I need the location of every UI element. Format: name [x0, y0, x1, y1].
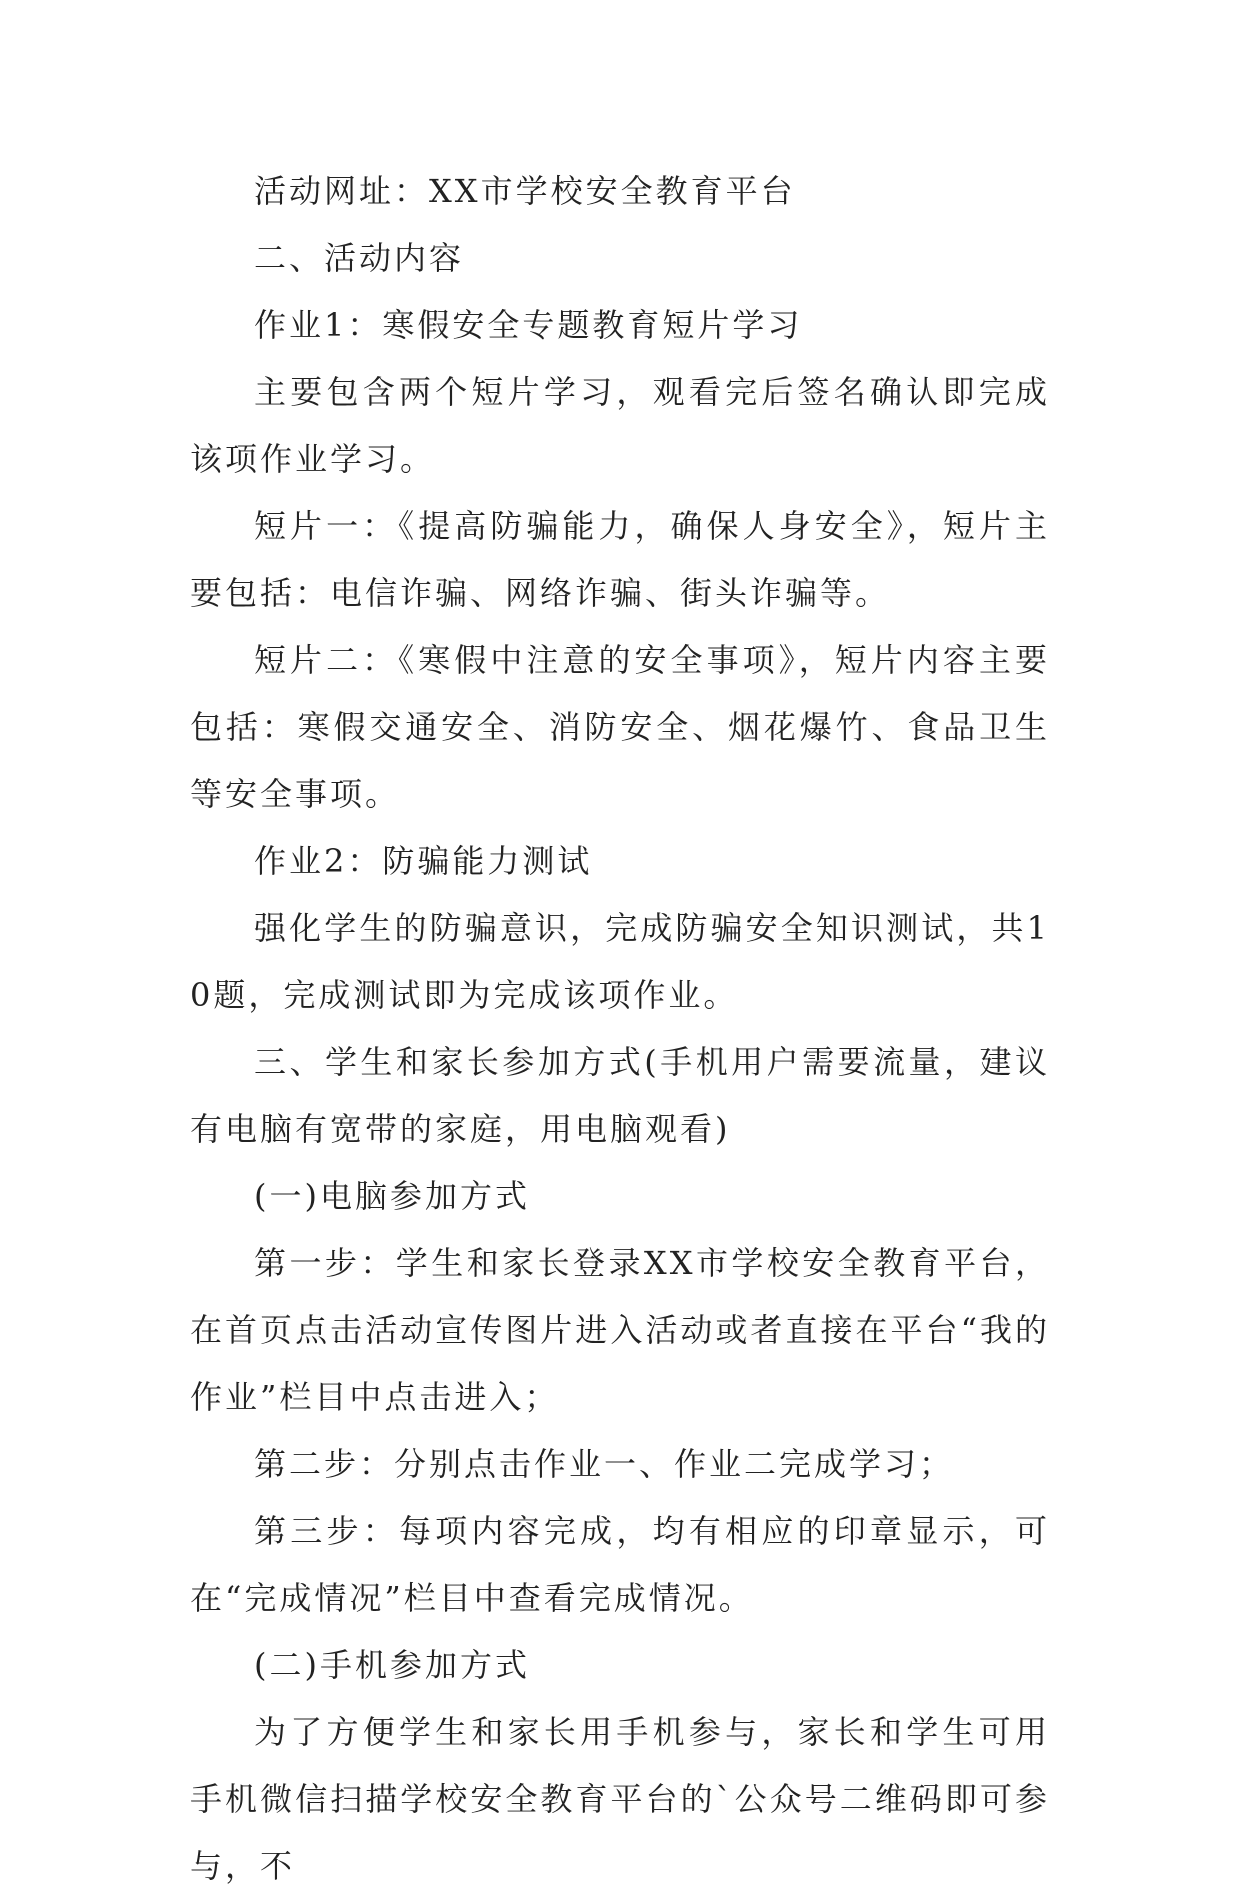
paragraph-mobile-instructions: 为了方便学生和家长用手机参与，家长和学生可用手机微信扫描学校安全教育平台的`公众号二维码即可参与，不	[190, 1713, 1050, 1885]
subheading-mobile-participation: (二)手机参加方式	[254, 1646, 530, 1684]
paragraph-step-2: 第二步：分别点击作业一、作业二完成学习；	[254, 1445, 955, 1483]
paragraph-task-1-description: 主要包含两个短片学习，观看完后签名确认即完成该项作业学习。	[190, 373, 1050, 478]
document-body	[190, 158, 1050, 1900]
paragraph-short-film-2: 短片二：《寒假中注意的安全事项》，短片内容主要包括：寒假交通安全、消防安全、烟花爆竹、食品卫生等安全事项。	[190, 641, 1050, 813]
paragraph-task-2-description: 强化学生的防骗意识，完成防骗安全知识测试，共10题，完成测试即为完成该项作业。	[190, 909, 1050, 1014]
section-heading-participation: 三、学生和家长参加方式(手机用户需要流量，建议有电脑有宽带的家庭，用电脑观看)	[190, 1043, 1050, 1148]
subheading-computer-participation: (一)电脑参加方式	[254, 1177, 530, 1215]
task-1-heading: 作业1：寒假安全专题教育短片学习	[254, 306, 803, 344]
task-2-heading: 作业2：防骗能力测试	[254, 842, 593, 880]
paragraph-step-1: 第一步：学生和家长登录XX市学校安全教育平台，在首页点击活动宣传图片进入活动或者直接在平台“我的作业”栏目中点击进入；	[190, 1244, 1050, 1416]
paragraph-activity-url: 活动网址：XX市学校安全教育平台	[254, 172, 796, 210]
paragraph-step-3: 第三步：每项内容完成，均有相应的印章显示，可在“完成情况”栏目中查看完成情况。	[190, 1512, 1050, 1617]
paragraph-short-film-1: 短片一：《提高防骗能力，确保人身安全》，短片主要包括：电信诈骗、网络诈骗、街头诈骗等。	[190, 507, 1050, 612]
section-heading-activity-content: 二、活动内容	[254, 239, 465, 277]
